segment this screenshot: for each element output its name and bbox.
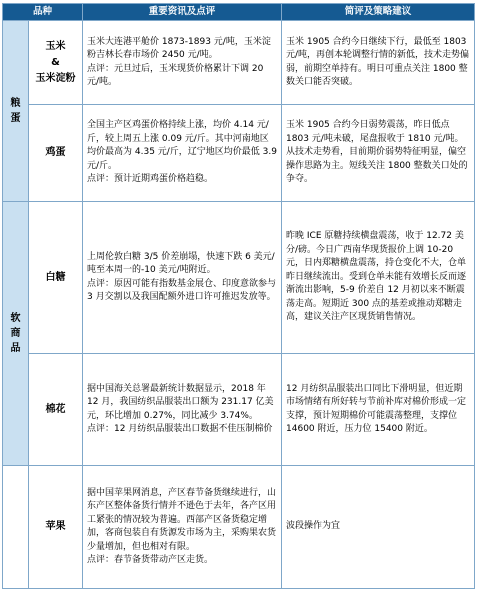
product-cotton <box>29 354 83 466</box>
news-cotton <box>83 354 282 466</box>
strategy-sugar <box>282 202 475 354</box>
news-apple <box>83 466 282 589</box>
product-corn-line-2: & <box>51 56 60 68</box>
product-corn-line-3: 玉米淀粉 <box>35 72 76 84</box>
news-sugar-comment: 点评：原因可能有指数基金展仓、印度意欲参与 3 月交割以及我国配额外进口许可推迟发放等。 <box>87 278 277 302</box>
group-grain-char-2: 蛋 <box>10 113 21 124</box>
strategy-apple-text: 波段操作为宜 <box>286 521 341 532</box>
product-egg-label: 鸡蛋 <box>45 147 66 158</box>
row-sugar <box>3 202 475 354</box>
group-apple-blank <box>3 466 29 589</box>
header-category: 品种 <box>3 4 83 21</box>
row-apple <box>3 466 475 589</box>
news-egg-comment: 点评：预计近期鸡蛋价格趋稳。 <box>87 174 214 185</box>
strategy-egg <box>282 105 475 202</box>
product-sugar <box>29 202 83 354</box>
news-apple-text: 据中国苹果网消息，产区春节备货继续进行，山东产区整体备货行情并不逊色于去年，各产区用工紧张的情况较为普遍。西部产区备货稳定增加，客商包装自有货源发市场为主，采购果农货少量增加，但也相对有限。 <box>87 487 277 552</box>
strategy-cotton <box>282 354 475 466</box>
group-soft-char-2: 商 <box>10 328 21 339</box>
group-grain-char-1: 粮 <box>10 98 21 109</box>
product-corn-line-1: 玉米 <box>45 40 66 52</box>
group-soft-commodities <box>3 202 29 466</box>
row-corn <box>3 21 475 105</box>
strategy-sugar-text: 昨晚 ICE 原糖持续横盘震荡，收于 12.72 美分/磅。今日广西南华现货报价上调 10-20 元，日内郑糖横盘震荡，持仓变化不大，仓单昨日继续流出。受到仓单未能有效增长反而逐渐流出影响，5-9 价差自 12 月初以来不断震荡走高。短期近 300 点的基差或推动郑糖走高，建议关注产区现货销售情况。 <box>286 231 467 323</box>
product-corn <box>29 21 83 105</box>
header-news: 重要资讯及点评 <box>83 4 282 21</box>
news-egg-text: 全国主产区鸡蛋价格持续上涨，均价 4.14 元/斤，较上周五上涨 0.09 元/斤。其中河南地区均价最高为 4.35 元/斤，辽宁地区均价最低 3.9 元/斤。 <box>87 120 277 171</box>
news-cotton-text: 据中国海关总署最新统计数据显示，2018 年 12 月，我国纺织品服装出口额为 231.17 亿美元，环比增加 0.27%，同比减少 3.74%。 <box>87 383 274 421</box>
strategy-corn <box>282 21 475 105</box>
commodity-report-table <box>2 3 475 589</box>
news-egg <box>83 105 282 202</box>
group-soft-char-3: 品 <box>10 343 21 354</box>
strategy-egg-text: 玉米 1905 合约今日弱势震荡，昨日低点 1803 元/吨未破，尾盘报收于 1810 元/吨。从技术走势看，目前期价弱势特征明显，偏空操作思路为主。短线关注 1800 整数关口处的争夺。 <box>286 120 468 185</box>
news-corn-comment: 点评：元旦过后，玉米现货价格累计下调 20 元/吨。 <box>87 63 264 87</box>
group-soft-char-1: 软 <box>10 313 21 324</box>
strategy-cotton-text: 12 月纺织品服装出口同比下滑明显，但近期市场情绪有所好转与节前补库对棉价形成一定支撑，预计短期棉价可能震荡整理，支撑位 14600 附近，压力位 15400 附近。 <box>286 383 467 434</box>
product-apple-label: 苹果 <box>45 521 66 532</box>
news-cotton-comment: 点评：12 月纺织品服装出口数据不佳压制棉价 <box>87 424 273 434</box>
product-cotton-label: 棉花 <box>45 403 66 415</box>
product-egg <box>29 105 83 202</box>
news-corn-text: 玉米大连港平舱价 1873-1893 元/吨，玉米淀粉吉林长春市场价 2450 元/吨。 <box>87 36 271 60</box>
row-cotton <box>3 354 475 466</box>
news-sugar <box>83 202 282 354</box>
header-strategy: 简评及策略建议 <box>282 4 475 21</box>
table-header-row <box>3 4 475 21</box>
product-apple <box>29 466 83 589</box>
strategy-apple <box>282 466 475 589</box>
product-sugar-label: 白糖 <box>45 271 66 283</box>
row-egg <box>3 105 475 202</box>
news-sugar-text: 上周伦敦白糖 3/5 价差崩塌，快速下跌 6 美元/吨至本周一的-10 美元/吨附近。 <box>87 251 275 275</box>
news-corn <box>83 21 282 105</box>
strategy-corn-text: 玉米 1905 合约今日继续下行，最低至 1803 元/吨，再创本轮调整行情的新低，技术走势偏弱，前期空单持有。明日可重点关注 1800 整数关口能否突破。 <box>286 36 470 87</box>
news-apple-comment: 点评：春节备货带动产区走货。 <box>87 555 214 565</box>
group-grain-egg <box>3 21 29 202</box>
